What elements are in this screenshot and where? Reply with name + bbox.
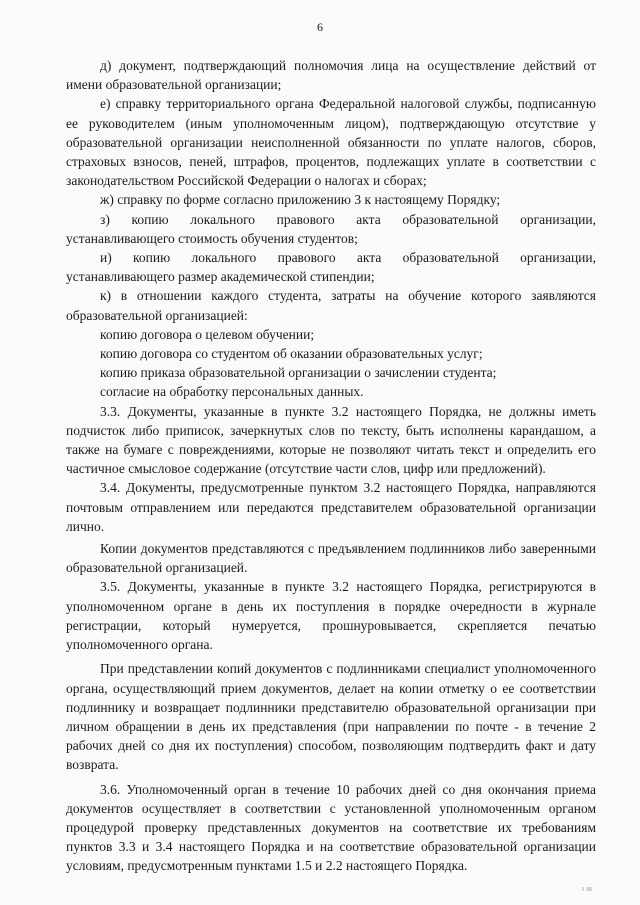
- paragraph-3-3: 3.3. Документы, указанные в пункте 3.2 настоящего Порядка, не должны иметь подчисток либо приписок, зачеркнутых слов по тексту, быть исполнены карандашом, а также на бумаге с повреждениями, которые не позволяют читать текст и определить его частичное смысловое содержание (отсутствие части слов, цифр или предложений).: [66, 403, 596, 477]
- list-item-service-contract: копию договора со студентом об оказании образовательных услуг;: [100, 346, 483, 362]
- paragraph-item-e: е) справку территориального органа Федеральной налоговой службы, подписанную ее руководителем (иным уполномоченным лицом), подтверждающую отсутствие у образовательной организации неисполненной обязанности по уплате налогов, сборов, страховых взносов, пеней, штрафов, процентов, подлежащих уплате в соответствии с законодательством Российской Федерации о налогах и сборах;: [66, 96, 596, 189]
- paragraph-item-i: и) копию локального правового акта образовательной организации, устанавливающего размер академической стипендии;: [66, 250, 596, 285]
- paragraph-originals-return: При представлении копий документов с подлинниками специалист уполномоченного органа, осуществляющий прием документов, делает на копии отметку о ее соответствии подлиннику и возвращает подлинники представителю образовательной организации при личном обращении в день их представления (при направлении по почте - в течение 2 рабочих дней со дня их поступления) способом, позволяющим подтвердить факт и дату возврата.: [66, 661, 596, 773]
- document-body: [66, 56, 596, 876]
- paragraph-item-d: д) документ, подтверждающий полномочия лица на осуществление действий от имени образовательной организации;: [66, 58, 596, 93]
- paragraph-item-k: к) в отношении каждого студента, затраты на обучение которого заявляются образовательной организацией:: [66, 288, 596, 323]
- list-item-enrollment-order: копию приказа образовательной организации о зачислении студента;: [100, 365, 497, 381]
- paragraph-3-5: 3.5. Документы, указанные в пункте 3.2 настоящего Порядка, регистрируются в уполномоченном органе в день их поступления в порядке очередности в журнале регистрации, который нумеруется, прошнуровывается, скрепляется печатью уполномоченного органа.: [66, 579, 596, 653]
- list-item-personal-data-consent: согласие на обработку персональных данных.: [100, 384, 364, 400]
- page-number: 6: [317, 20, 323, 34]
- paragraph-3-6: 3.6. Уполномоченный орган в течение 10 рабочих дней со дня окончания приема документов осуществляет в соответствии с установленной уполномоченным органом процедурой проверку представленных документов на соответствие их требованиям пунктов 3.3 и 3.4 настоящего Порядка и на соответствие образовательной организации условиям, предусмотренным пунктами 1.5 и 2.2 настоящего Порядка.: [66, 781, 596, 874]
- list-item-target-contract: копию договора о целевом обучении;: [100, 326, 315, 342]
- paragraph-3-4: 3.4. Документы, предусмотренные пунктом 3.2 настоящего Порядка, направляются почтовым отправлением или передаются представителем образовательной организации лично.: [66, 480, 596, 534]
- footer-mark: ı ııı: [581, 885, 592, 893]
- paragraph-copies: Копии документов представляются с предъявлением подлинников либо заверенными образовательной организацией.: [66, 541, 596, 576]
- paragraph-item-zh: ж) справку по форме согласно приложению 3 к настоящему Порядку;: [100, 192, 501, 208]
- paragraph-item-z: з) копию локального правового акта образовательной организации, устанавливающего стоимость обучения студентов;: [66, 211, 596, 246]
